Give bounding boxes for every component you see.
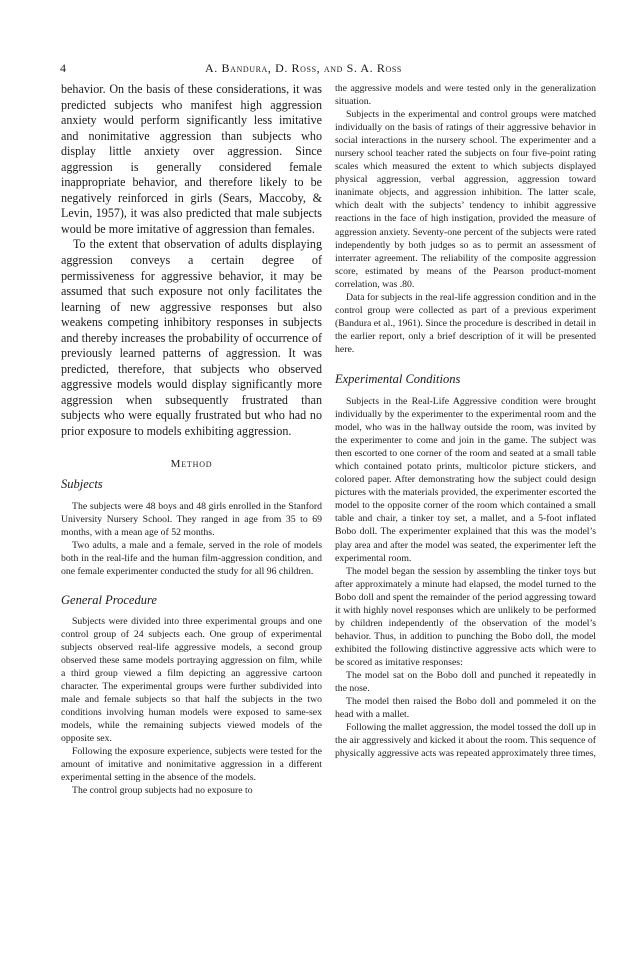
running-head: A. Bandura, D. Ross, and S. A. Ross	[205, 61, 402, 75]
body-paragraph: The model sat on the Bobo doll and punched it repeatedly in the nose.	[335, 669, 596, 695]
intro-text	[61, 82, 322, 440]
procedure-text	[61, 615, 322, 798]
body-paragraph: The subjects were 48 boys and 48 girls enrolled in the Stanford University Nursery School. They ranged in age from 35 to 69 months, with a mean age of 52 months.	[61, 500, 322, 538]
experimental-conditions-heading: Experimental Conditions	[335, 371, 461, 386]
matching-text	[335, 82, 596, 356]
general-procedure-heading: General Procedure	[61, 592, 157, 607]
body-paragraph: To the extent that observation of adults displaying aggression conveys a certain degree of permissiveness for aggressive behavior, it may be assumed that such exposure not only facilitates the learning of new aggressive responses but also weakens competing inhibitory responses in subjects and thereby increases the probability of occurrence of previously learned patterns of aggression. It was predicted, therefore, that subjects who observed aggressive models would display significantly more aggression when subsequently frustrated than subjects who were equally frustrated but who had no prior exposure to models exhibiting aggression.	[61, 237, 322, 439]
subjects-heading: Subjects	[61, 476, 103, 491]
body-paragraph: Two adults, a male and a female, served in the role of models both in the real-life and the human film-aggression condition, and one female experimenter conducted the study for all 96 children.	[61, 539, 322, 577]
body-paragraph: the aggressive models and were tested only in the generalization situation.	[335, 83, 596, 108]
left-column	[61, 82, 322, 798]
right-column	[335, 82, 596, 760]
body-paragraph: Data for subjects in the real-life aggression condition and in the control group were collected as part of a previous experiment (Bandura et al., 1961). Since the procedure is described in detail in the earlier report, only a brief description of it will be presented here.	[335, 291, 596, 355]
body-paragraph: Following the exposure experience, subjects were tested for the amount of imitative and nonimitative aggression in a different experimental setting in the absence of the models.	[61, 746, 322, 784]
body-paragraph: The model began the session by assembling the tinker toys but after approximately a minute had elapsed, the model turned to the Bobo doll and spent the remainder of the period aggressing toward it with highly novel responses which are unlikely to be performed by children independently of the observation of the model’s behavior. Thus, in addition to punching the Bobo doll, the model exhibited the following distinctive aggressive acts which were to be scored as imitative responses:	[335, 565, 596, 668]
page-number: 4	[60, 61, 66, 75]
body-paragraph: The control group subjects had no exposure to	[72, 785, 253, 797]
method-heading: Method	[170, 457, 213, 470]
subjects-text	[61, 500, 322, 578]
body-paragraph: Subjects were divided into three experimental groups and one control group of 24 subjects each. One group of experimental subjects observed real-life aggressive models, a second group observed these same models portraying aggression on film, while a third group viewed a film depicting an aggressive cartoon character. The experimental groups were further subdivided into male and female subjects so that half the subjects in the two conditions involving human models were exposed to same-sex models, while the remaining subjects viewed models of the opposite sex.	[61, 615, 322, 745]
body-paragraph: The model then raised the Bobo doll and pommeled it on the head with a mallet.	[335, 696, 596, 721]
body-paragraph: Following the mallet aggression, the model tossed the doll up in the air aggressively and kicked it about the room. This sequence of physically aggressive acts was repeated approximately three times,	[335, 722, 596, 760]
body-paragraph: Subjects in the Real-Life Aggressive condition were brought individually by the experimenter to the experimental room and the model, who was in the hallway outside the room, was invited by the experimenter to come and join in the game. The subject was then escorted to one corner of the room and seated at a small table which contained potato prints, multicolor picture stickers, and colored paper. After demonstrating how the subject could design pictures with the materials provided, the experimenter escorted the model to the opposite corner of the room which contained a small table and chair, a tinker toy set, a mallet, and a 5-foot inflated Bobo doll. The experimenter explained that this was the model’s play area and after the model was seated, the experimenter left the experimental room.	[335, 395, 596, 564]
conditions-text	[335, 395, 596, 760]
body-paragraph: behavior. On the basis of these considerations, it was predicted subjects who manifest high aggression anxiety would perform significantly less imitative and nonimitative aggression than subjects who display little anxiety over aggression. Since aggression is generally considered female inappropriate behavior, and therefore likely to be negatively reinforced in girls (Sears, Maccoby, & Levin, 1957), it was also predicted that male subjects would be more imitative of aggression than females.	[61, 82, 322, 236]
body-paragraph: Subjects in the experimental and control groups were matched individually on the basis of ratings of their aggressive behavior in social interactions in the nursery school. The experimenter and a nursery school teacher rated the subjects on four five-point rating scales which measured the extent to which subjects displayed physical aggression, verbal aggression, aggression toward inanimate objects, and aggression inhibition. The latter scale, which dealt with the subjects’ tendency to inhibit aggressive reactions in the face of high instigation, provided the measure of aggression anxiety. Seventy-one percent of the subjects were rated independently by both judges so as to permit an assessment of interrater agreement. The reliability of the composite aggression score, estimated by means of the Pearson product-moment correlation, was .80.	[335, 109, 596, 290]
